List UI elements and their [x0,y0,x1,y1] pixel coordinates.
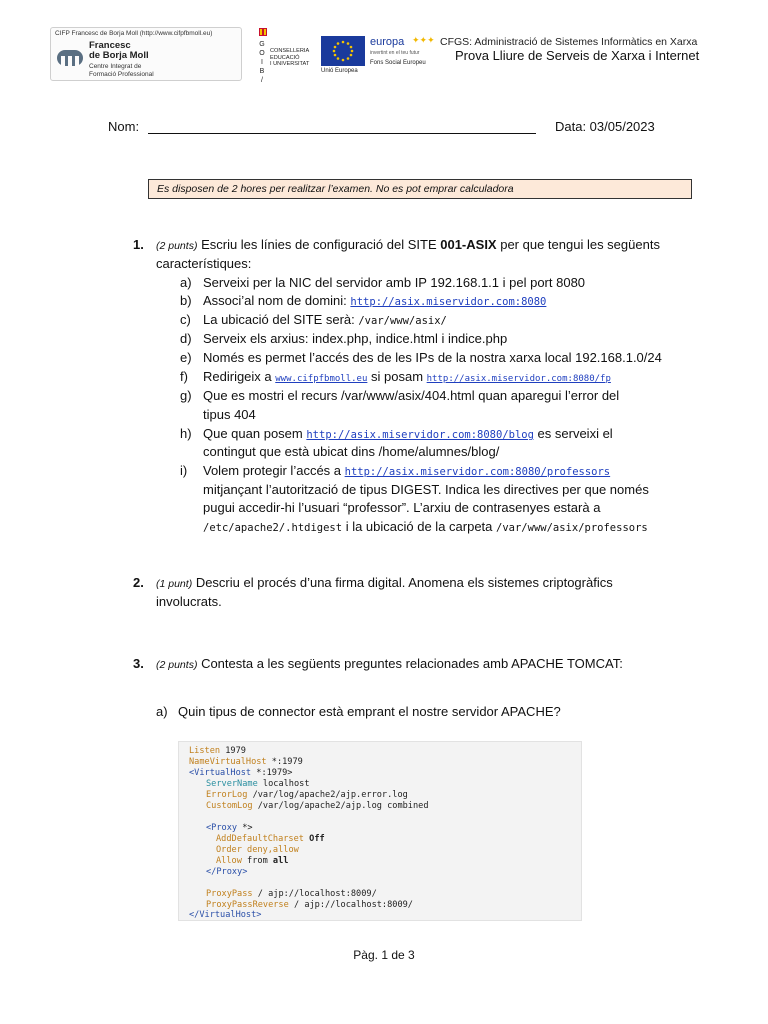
eu-flag-icon [321,36,365,66]
item-b-text: Associ’al nom de domini: [203,293,351,308]
code-value: from [241,856,273,866]
gov-letter: O [259,50,265,57]
question-1-text-end: per que tengui les següents [496,237,660,252]
europa-caption: Fons Social Europeu [370,60,426,66]
gov-text-line: I UNIVERSITAT [270,61,310,67]
htdigest-path: /etc/apache2/.htdigest [203,522,343,534]
code-value: deny,allow [241,845,299,855]
school-logo [50,27,242,81]
item-g-line2: tipus 404 [203,407,256,422]
code-line [206,823,253,834]
government-logo [258,28,316,84]
code-line [206,779,310,790]
name-label: Nom: [108,119,140,134]
question-3a-letter: a) [156,704,168,719]
item-letter: g) [180,388,192,403]
exam-date: Data: 03/05/2023 [555,119,655,134]
course-title: CFGS: Administració de Sistemes Informàtics en Xarxa [440,36,698,48]
item-i-line2: mitjançant l’autorització de tipus DIGEST. Indica les directives per que només [203,482,649,497]
item-e-text: Només es permet l’accés des de les IPs de la nostra xarxa local 192.168.1.0/24 [203,350,662,365]
item-letter: a) [180,275,192,290]
professors-url-link[interactable]: http://asix.miservidor.com:8080/professors [344,466,611,478]
code-tag: </Proxy> [206,867,248,877]
government-letters [258,40,266,85]
page-number: Pàg. 1 de 3 [353,948,415,962]
code-value: /var/log/apache2/ajp.error.log [247,790,408,800]
professors-path: /var/www/asix/professors [496,522,648,534]
item-h-line2: contingut que està ubicat dins /home/alumnes/blog/ [203,444,500,459]
school-url-line: CIFP Francesc de Borja Moll (http://www.cifpfbmoll.eu) [55,30,213,37]
code-line [216,834,325,845]
question-2-number: 2. [133,575,144,590]
school-logo-mark-icon [57,44,83,66]
eu-caption: Unió Europea [321,68,358,74]
item-a-text: Serveixi per la NIC del servidor amb IP 192.168.1.1 i pel port 8080 [203,275,586,290]
school-name-line2: de Borja Moll [89,50,149,61]
item-f [203,369,611,384]
code-line [206,889,377,900]
code-value: / ajp://localhost:8009/ [252,889,377,899]
code-keyword: Listen [189,746,221,756]
code-tag: </VirtualHost> [189,910,262,920]
exam-notice-text: Es disposen de 2 hores per realitzar l’examen. No es pot emprar calculadora [157,183,514,195]
question-3-number: 3. [133,656,144,671]
asix-url-link[interactable]: http://asix.miservidor.com:8080 [350,296,547,308]
item-letter: e) [180,350,192,365]
item-i [203,463,610,478]
question-3-points: (2 punts) [156,659,198,671]
code-value: localhost [257,779,310,789]
item-g-line1: Que es mostri el recurs /var/www/asix/404.html quan aparegui l’error del [203,388,620,403]
code-line [189,757,303,768]
item-h [203,426,613,441]
europa-tagline: invertint en el teu futur [370,50,420,56]
school-name-line1: Francesc [89,40,131,51]
question-2-text: Descriu el procés d’una firma digital. Anomena els sistemes criptogràfics [195,575,613,590]
code-line [189,746,246,757]
fp-url-link[interactable]: http://asix.miservidor.com:8080/fp [426,374,611,384]
item-i-text: Volem protegir l’accés a [203,463,345,478]
gov-letter: I [261,59,263,66]
question-1-number: 1. [133,237,144,252]
question-3-text: Contesta a les següents preguntes relacionades amb APACHE TOMCAT: [201,656,623,671]
item-i-line4-text: i la ubicació de la carpeta [342,519,497,534]
item-letter: d) [180,331,192,346]
code-line [206,790,408,801]
school-subtitle [89,63,154,78]
code-value: *:1979> [251,768,293,778]
item-d-text: Serveix els arxius: index.php, indice.html i indice.php [203,331,508,346]
question-1-text: Escriu les línies de configuració del SITE [201,237,441,252]
code-value: 1979 [220,746,246,756]
item-letter: h) [180,426,192,441]
question-2-points: (1 punt) [156,578,193,590]
item-c-text: La ubicació del SITE serà: [203,312,359,327]
blog-url-link[interactable]: http://asix.miservidor.com:8080/blog [306,429,534,441]
item-letter: c) [180,312,191,327]
code-keyword: ErrorLog [206,790,248,800]
school-subtitle-line1: Centre Integrat de [89,63,142,70]
code-value: / ajp://localhost:8009/ [288,900,413,910]
cifp-url-link[interactable]: www.cifpfbmoll.eu [275,374,368,384]
item-b [203,293,546,308]
code-line [216,845,299,856]
gov-letter: B [259,68,265,75]
code-line [206,801,429,812]
school-name [89,41,149,61]
item-letter: i) [180,463,188,478]
code-value: /var/log/apache2/ajp.log combined [252,801,429,811]
question-1-statement-line2: característiques: [156,256,252,271]
code-line [216,856,288,867]
item-f-text-mid: si posam [367,369,427,384]
gov-text-line: CONSELLERIA [270,48,310,54]
question-2-line2: involucrats. [156,594,222,609]
question-3-statement [156,656,623,671]
code-keyword: Order [216,845,242,855]
code-keyword: NameVirtualHost [189,757,267,767]
item-i-line4 [203,519,648,534]
code-line [206,867,247,878]
gov-text-line: EDUCACIÓ [270,54,300,61]
europa-stars-icon: ✦✦✦ [412,35,435,45]
code-keyword: Allow [216,856,242,866]
code-line [189,910,261,921]
code-line [189,768,293,779]
item-f-text: Redirigeix a [203,369,276,384]
item-letter: b) [180,293,192,308]
question-3a-text: Quin tipus de connector està emprant el nostre servidor APACHE? [178,704,561,719]
europa-word: europa [370,36,405,48]
gov-letter: / [261,77,263,84]
item-h-text: Que quan posem [203,426,307,441]
item-c-path: /var/www/asix/ [358,315,447,327]
code-value: *> [237,823,253,833]
item-c [203,312,447,327]
item-h-text-end: es serveixi el [533,426,613,441]
code-tag: <VirtualHost [189,768,252,778]
item-i-line3: pugui accedir-hi l’usuari “professor”. L’arxiu de contrasenyes estarà a [203,500,601,515]
code-keyword: AddDefaultCharset [216,834,304,844]
question-1-points: (2 punts) [156,240,198,252]
question-2-statement [156,575,613,590]
item-letter: f) [180,369,188,384]
school-subtitle-line2: Formació Professional [89,70,154,78]
exam-title: Prova Lliure de Serveis de Xarxa i Internet [455,48,700,63]
name-field[interactable] [148,133,536,134]
code-keyword: ServerName [206,779,258,789]
government-shield-icon [259,28,267,36]
government-text [270,48,309,68]
code-keyword: ProxyPass [206,889,253,899]
code-value: *:1979 [266,757,303,767]
gov-letter: G [259,41,265,48]
code-keyword: CustomLog [206,801,253,811]
exam-notice [148,179,692,199]
code-value: all [272,856,289,866]
apache-config-code [178,741,582,921]
question-1-statement [156,237,660,252]
code-tag: <Proxy [206,823,238,833]
code-value: Off [303,834,325,844]
question-1-site: 001-ASIX [440,237,497,252]
code-keyword: ProxyPassReverse [206,900,289,910]
